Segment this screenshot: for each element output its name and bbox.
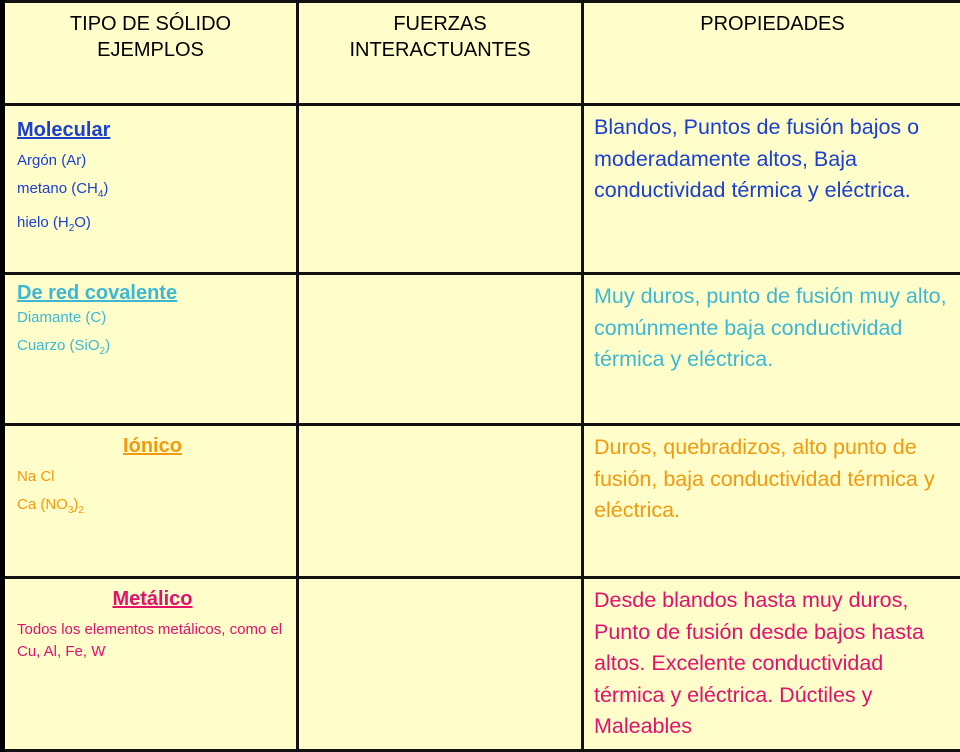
type-cell [3, 274, 298, 425]
table-row [3, 274, 960, 425]
header-type-line-2: EJEMPLOS [97, 39, 204, 61]
type-name[interactable]: Iónico [17, 432, 288, 460]
example: hielo $(H_2O)$ [17, 212, 288, 240]
table-row [3, 105, 960, 274]
table-row [3, 578, 960, 751]
type-name[interactable]: Metálico [17, 585, 288, 613]
type-name[interactable]: Molecular [17, 116, 288, 144]
table-row [3, 425, 960, 578]
properties-cell: Muy duros, punto de fusión muy alto, comúnmente baja conductividad térmica y eléctrica. [583, 274, 960, 425]
example: Argón (Ar) [17, 150, 288, 172]
header-row [3, 2, 960, 105]
header-properties [583, 2, 960, 105]
example: Diamante (C) [17, 307, 288, 329]
header-forces [298, 2, 583, 105]
example: Cuarzo (SiO$_2$) [17, 335, 288, 363]
header-type [3, 2, 298, 105]
forces-cell [298, 274, 583, 425]
example: metano $(CH_4)$ [17, 178, 288, 206]
header-forces-line-2: INTERACTUANTES [349, 39, 530, 61]
forces-cell [298, 425, 583, 578]
example: Ca $(NO_3)_2$ [17, 494, 288, 522]
forces-cell [298, 105, 583, 274]
header-forces-line-1: FUERZAS [393, 13, 486, 35]
properties-cell: Desde blandos hasta muy duros, Punto de fusión desde bajos hasta altos. Excelente conductividad térmica y eléctrica. Dúctiles y Maleables [583, 578, 960, 751]
type-cell [3, 578, 298, 751]
forces-cell [298, 578, 583, 751]
example: Na Cl [17, 466, 288, 488]
header-type-line-1: TIPO DE SÓLIDO [70, 13, 231, 35]
type-name[interactable]: De red covalente [17, 279, 288, 307]
properties-cell: Duros, quebradizos, alto punto de fusión, baja conductividad térmica y eléctrica. [583, 425, 960, 578]
header-properties-line-1: PROPIEDADES [700, 13, 844, 35]
type-cell [3, 105, 298, 274]
type-cell [3, 425, 298, 578]
properties-cell: Blandos, Puntos de fusión bajos o moderadamente altos, Baja conductividad térmica y eléctrica. [583, 105, 960, 274]
example: Todos los elementos metálicos, como el Cu, Al, Fe, W [17, 619, 288, 663]
